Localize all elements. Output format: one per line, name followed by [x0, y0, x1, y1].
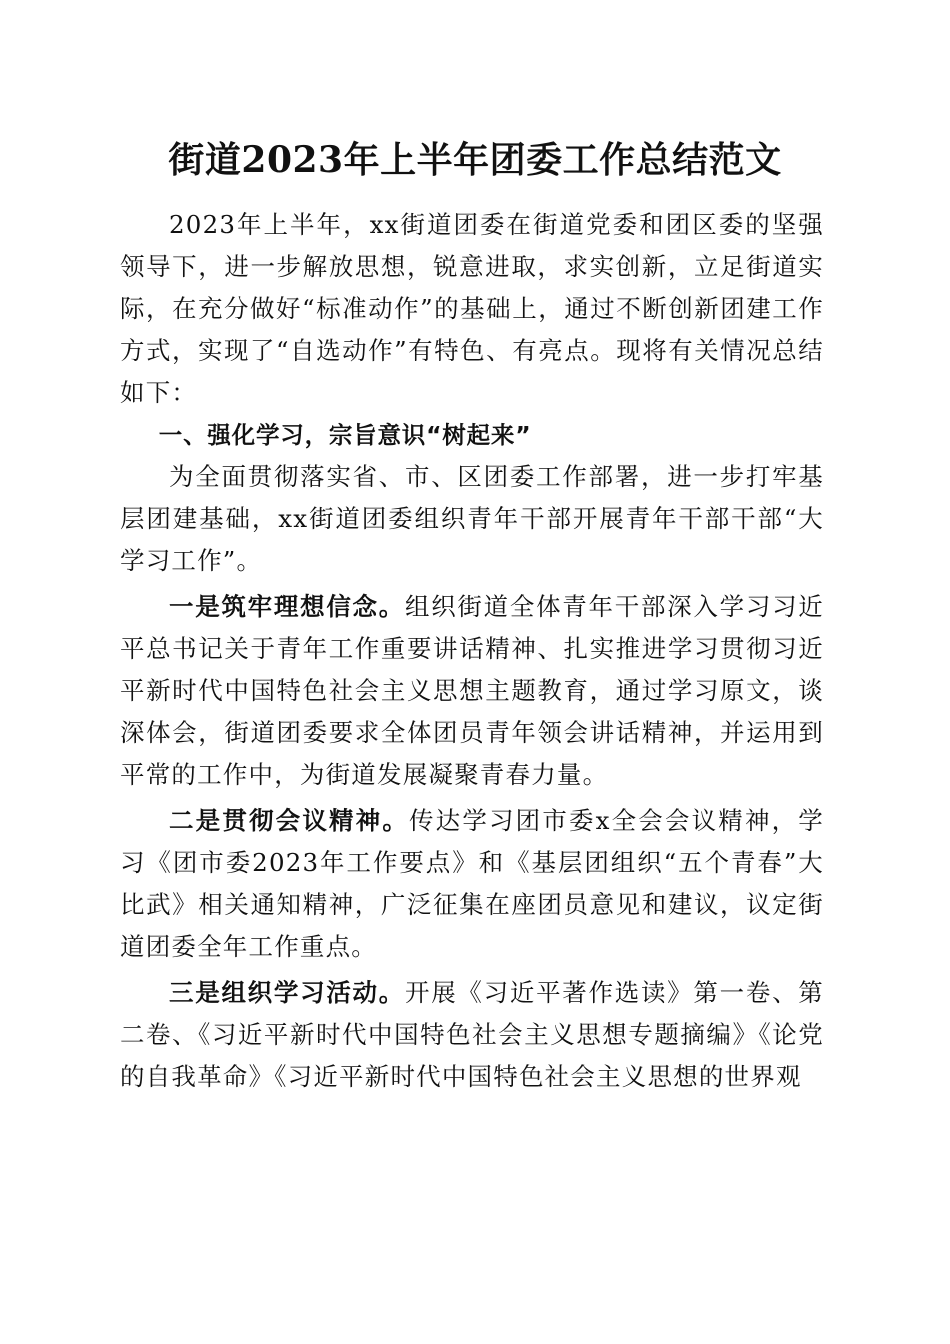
item-lead: 三是组织学习活动。 — [169, 978, 405, 1007]
document-body — [120, 204, 824, 1098]
item-text: 开展《习近平著作选读》第一卷、第二卷、《习近平新时代中国特色社会主义思想专题摘编》《论党的自我革命》《习近平新时代中国特色社会主义思想的世界观 — [120, 978, 824, 1091]
list-item — [120, 972, 824, 1098]
document-title: 街道2023年上半年团委工作总结范文 — [168, 139, 782, 181]
list-item — [120, 800, 824, 968]
item-lead: 一是筑牢理想信念。 — [169, 592, 405, 621]
section-heading: 一、强化学习，宗旨意识“树起来” — [158, 421, 532, 449]
item-lead: 二是贯彻会议精神。 — [169, 806, 409, 835]
item-text: 组织街道全体青年干部深入学习习近平总书记关于青年工作重要讲话精神、扎实推进学习贯彻习近平新时代中国特色社会主义思想主题教育，通过学习原文，谈深体会，街道团委要求全体团员青年领会讲话精神，并运用到平常的工作中，为街道发展凝聚青春力量。 — [120, 592, 824, 789]
item-text: 传达学习团市委x全会会议精神，学习《团市委2023年工作要点》和《基层团组织“五个青春”大比武》相关通知精神，广泛征集在座团员意见和建议，议定街道团委全年工作重点。 — [120, 806, 824, 961]
section-paragraph: 为全面贯彻落实省、市、区团委工作部署，进一步打牢基层团建基础，xx街道团委组织青年干部开展青年干部干部“大学习工作”。 — [120, 462, 824, 575]
list-item — [120, 586, 824, 796]
intro-paragraph: 2023年上半年，xx街道团委在街道党委和团区委的坚强领导下，进一步解放思想，锐意进取，求实创新，立足街道实际，在充分做好“标准动作”的基础上，通过不断创新团建工作方式，实现了“自选动作”有特色、有亮点。现将有关情况总结如下： — [120, 210, 824, 407]
